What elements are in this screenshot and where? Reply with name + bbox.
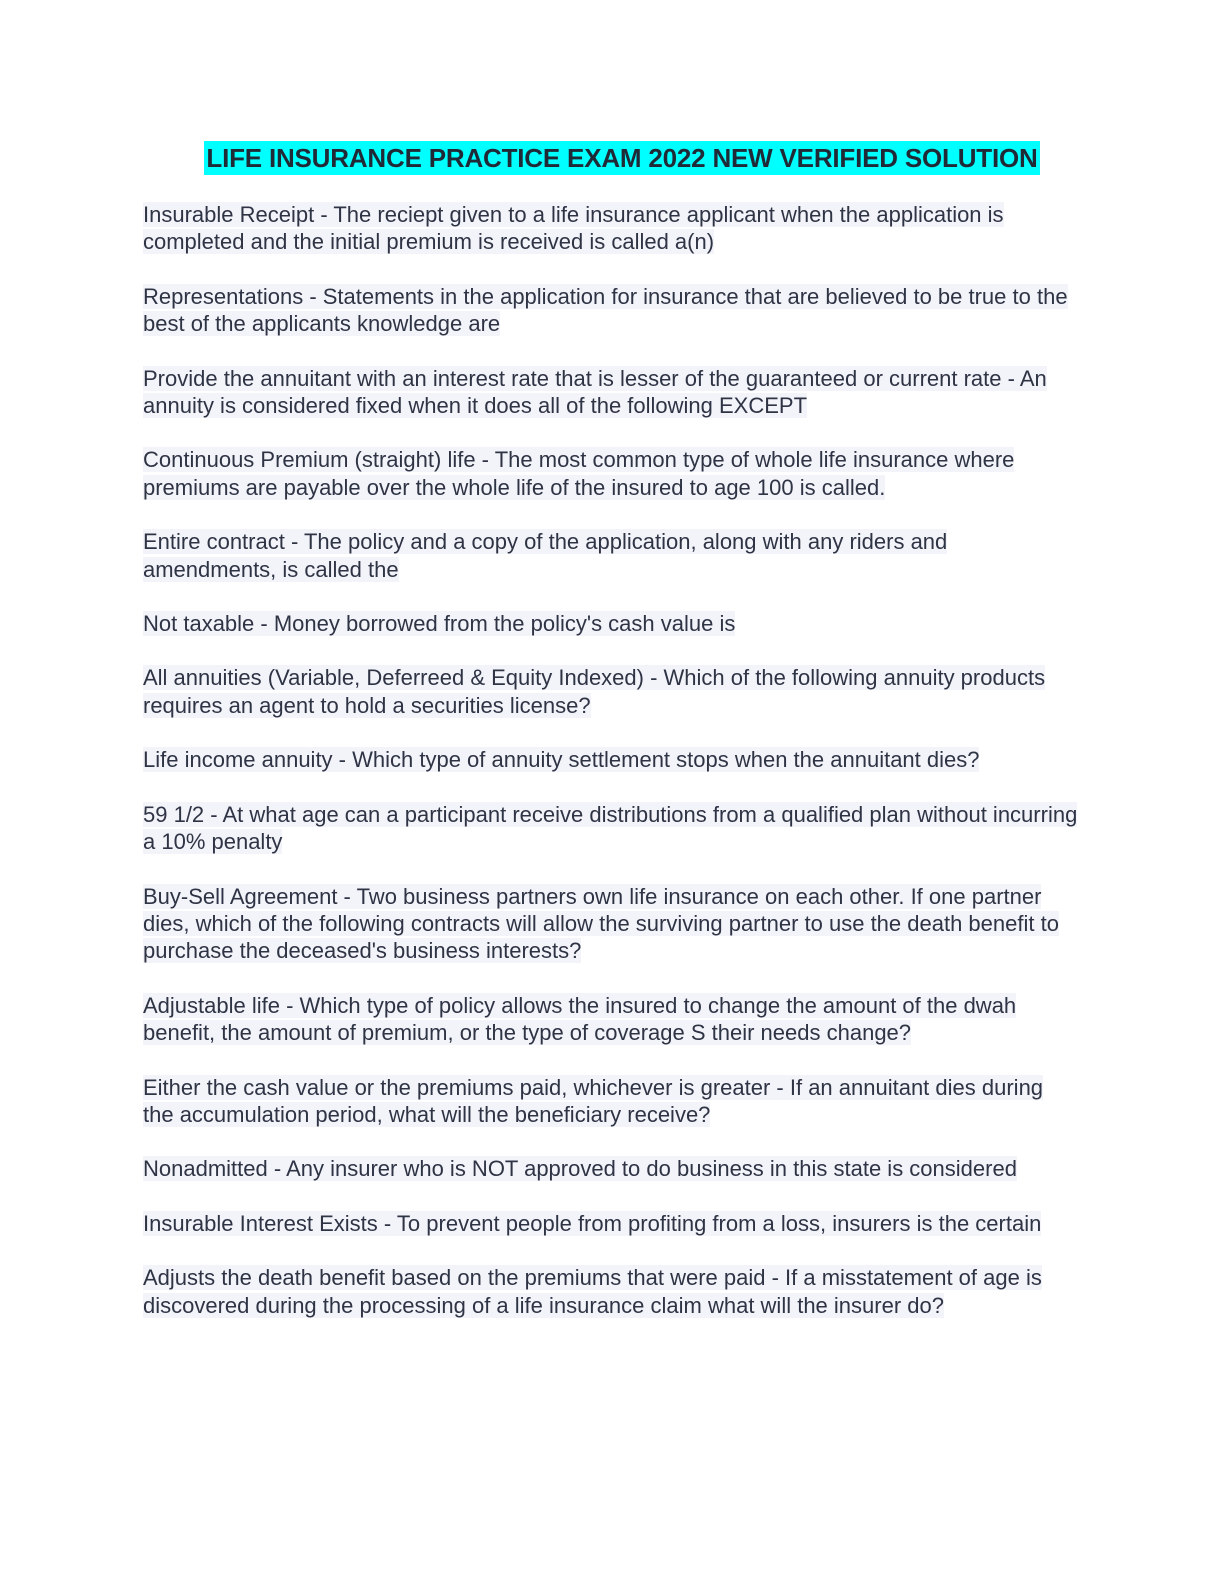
qa-text: Representations - Statements in the application for insurance that are believed to be true to the best of the applicants knowledge are — [143, 283, 1068, 337]
page-title: LIFE INSURANCE PRACTICE EXAM 2022 NEW VERIFIED SOLUTION — [206, 143, 1038, 173]
qa-text: 59 1/2 - At what age can a participant receive distributions from a qualified plan without incurring a 10% penalty — [143, 801, 1078, 855]
qa-text: Buy-Sell Agreement - Two business partners own life insurance on each other. If one partner dies, which of the following contracts will allow the surviving partner to use the death benefit to purchase the deceased's business interests? — [143, 883, 1059, 964]
qa-text: Provide the annuitant with an interest rate that is lesser of the guaranteed or current rate - An annuity is considered fixed when it does all of the following EXCEPT — [143, 365, 1047, 419]
qa-item — [143, 1264, 1078, 1319]
qa-item — [143, 801, 1078, 856]
qa-item — [143, 365, 1078, 420]
qa-text: Adjustable life - Which type of policy allows the insured to change the amount of the dwah benefit, the amount of premium, or the type of coverage S their needs change? — [143, 992, 1017, 1046]
qa-text: Insurable Receipt - The reciept given to a life insurance applicant when the application is completed and the initial premium is received is called a(n) — [143, 202, 1004, 255]
qa-item — [143, 992, 1078, 1047]
qa-item — [143, 1210, 1078, 1237]
qa-item — [143, 1155, 1078, 1182]
qa-text: Life income annuity - Which type of annuity settlement stops when the annuitant dies? — [143, 747, 980, 773]
qa-text: Entire contract - The policy and a copy of the application, along with any riders and amendments, is called the — [143, 529, 948, 582]
qa-item — [143, 1074, 1078, 1129]
qa-item — [143, 746, 1078, 773]
qa-text: Nonadmitted - Any insurer who is NOT approved to do business in this state is considered — [143, 1156, 1017, 1182]
qa-text: Adjusts the death benefit based on the premiums that were paid - If a misstatement of age is discovered during the processing of a life insurance claim what will the insurer do? — [143, 1265, 1042, 1318]
title-wrapper — [0, 141, 1224, 175]
qa-item — [143, 528, 1078, 583]
qa-item — [143, 283, 1078, 338]
qa-text: Either the cash value or the premiums paid, whichever is greater - If an annuitant dies during the accumulation period, what will the beneficiary receive? — [143, 1074, 1044, 1127]
qa-item — [143, 201, 1078, 256]
qa-text: All annuities (Variable, Deferreed & Equity Indexed) - Which of the following annuity products requires an agent to hold a securities license? — [143, 665, 1046, 718]
qa-item — [143, 446, 1078, 501]
qa-text: Insurable Interest Exists - To prevent people from profiting from a loss, insurers is the certain — [143, 1210, 1042, 1236]
qa-text: Continuous Premium (straight) life - The most common type of whole life insurance where premiums are payable over the whole life of the insured to age 100 is called. — [143, 447, 1015, 500]
qa-item — [143, 883, 1078, 965]
qa-item — [143, 664, 1078, 719]
qa-list — [143, 201, 1078, 1346]
qa-item — [143, 610, 1078, 637]
qa-text: Not taxable - Money borrowed from the policy's cash value is — [143, 611, 736, 637]
